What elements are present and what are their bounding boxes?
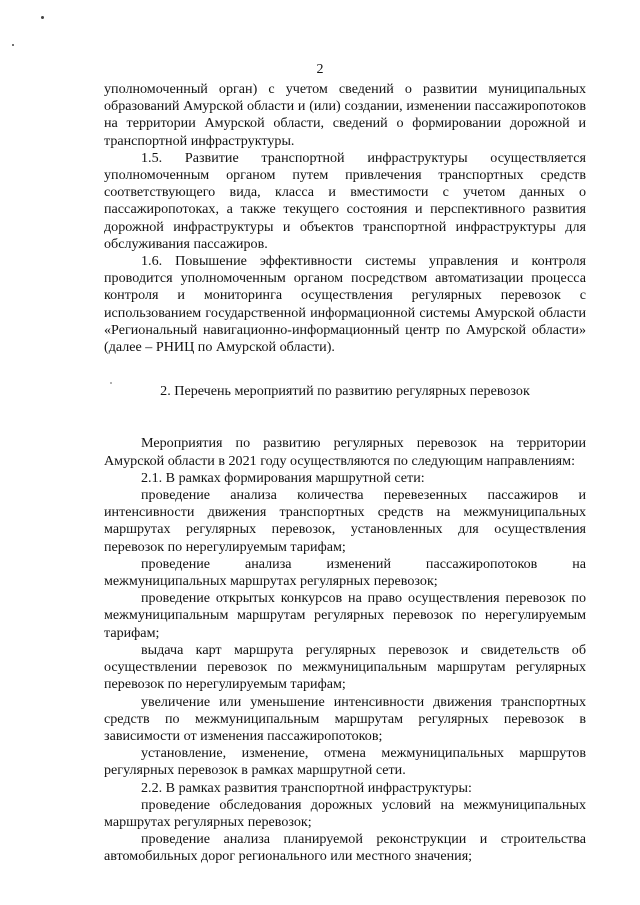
list-item: проведение анализа изменений пассажиропотоков на межмуниципальных маршрутах регулярных перевозок; (104, 555, 586, 590)
list-item: проведение анализа количества перевезенных пассажиров и интенсивности движения транспортных средств на межмуниципальных маршрутах регулярных перевозок, установленных для осуществления перевозок по нерегулируемым тарифам; (104, 487, 586, 555)
spacer (104, 356, 586, 383)
section-intro: Мероприятия по развитию регулярных перевозок на территории Амурской области в 2021 году осуществляются по следующим направлениям: (104, 435, 586, 469)
scan-speck (41, 16, 44, 19)
document-body (104, 81, 586, 866)
page-number: 2 (316, 62, 324, 77)
paragraph: уполномоченный орган) с учетом сведений о развитии муниципальных образований Амурской области и (или) создании, изменении пассажиропотоков на территории Амурской области, сведений о формировании дорожной и транспортной инфраструктуры. (104, 81, 586, 149)
section-heading: 2. Перечень мероприятий по развитию регулярных перевозок (160, 383, 530, 400)
list-item: увеличение или уменьшение интенсивности движения транспортных средств по межмуниципальным маршрутам регулярных перевозок в зависимости от изменения пассажиропотоков; (104, 693, 586, 744)
paragraph-1-5: 1.5. Развитие транспортной инфраструктуры осуществляется уполномоченным органом путем привлечения транспортных средств соответствующего вида, класса и вместимости с учетом данных о пассажиропотоках, а также текущего состояния и перспективного развития дорожной инфраструктуры и объектов транспортной инфраструктуры для обслуживания пассажиров. (104, 149, 586, 252)
list-item: выдача карт маршрута регулярных перевозок и свидетельств об осуществлении перевозок по межмуниципальным маршрутам регулярных перевозок по нерегулируемым тарифам; (104, 641, 586, 693)
subsection-title-2-1: 2.1. В рамках формирования маршрутной сети: (141, 469, 425, 486)
list-item: проведение обследования дорожных условий на межмуниципальных маршрутах регулярных перевозок; (104, 796, 586, 830)
list-item: установление, изменение, отмена межмуниципальных маршрутов регулярных перевозок в рамках маршрутной сети. (104, 745, 586, 779)
spacer (104, 400, 586, 435)
scan-speck (12, 44, 14, 46)
list-item: проведение анализа планируемой реконструкции и строительства автомобильных дорог регионального или местного значения; (104, 831, 586, 865)
paragraph-1-6: 1.6. Повышение эффективности системы управления и контроля проводится уполномоченным органом посредством автоматизации процесса контроля и мониторинга осуществления регулярных перевозок с использованием государственной информационной системы Амурской области «Региональный навигационно-информационный центр по Амурской области» (далее – РНИЦ по Амурской области). (104, 253, 586, 356)
subsection-title-2-2: 2.2. В рамках развития транспортной инфраструктуры: (141, 779, 472, 796)
list-item: проведение открытых конкурсов на право осуществления перевозок по межмуниципальным маршрутам регулярных перевозок по нерегулируемым тарифам; (104, 590, 586, 641)
